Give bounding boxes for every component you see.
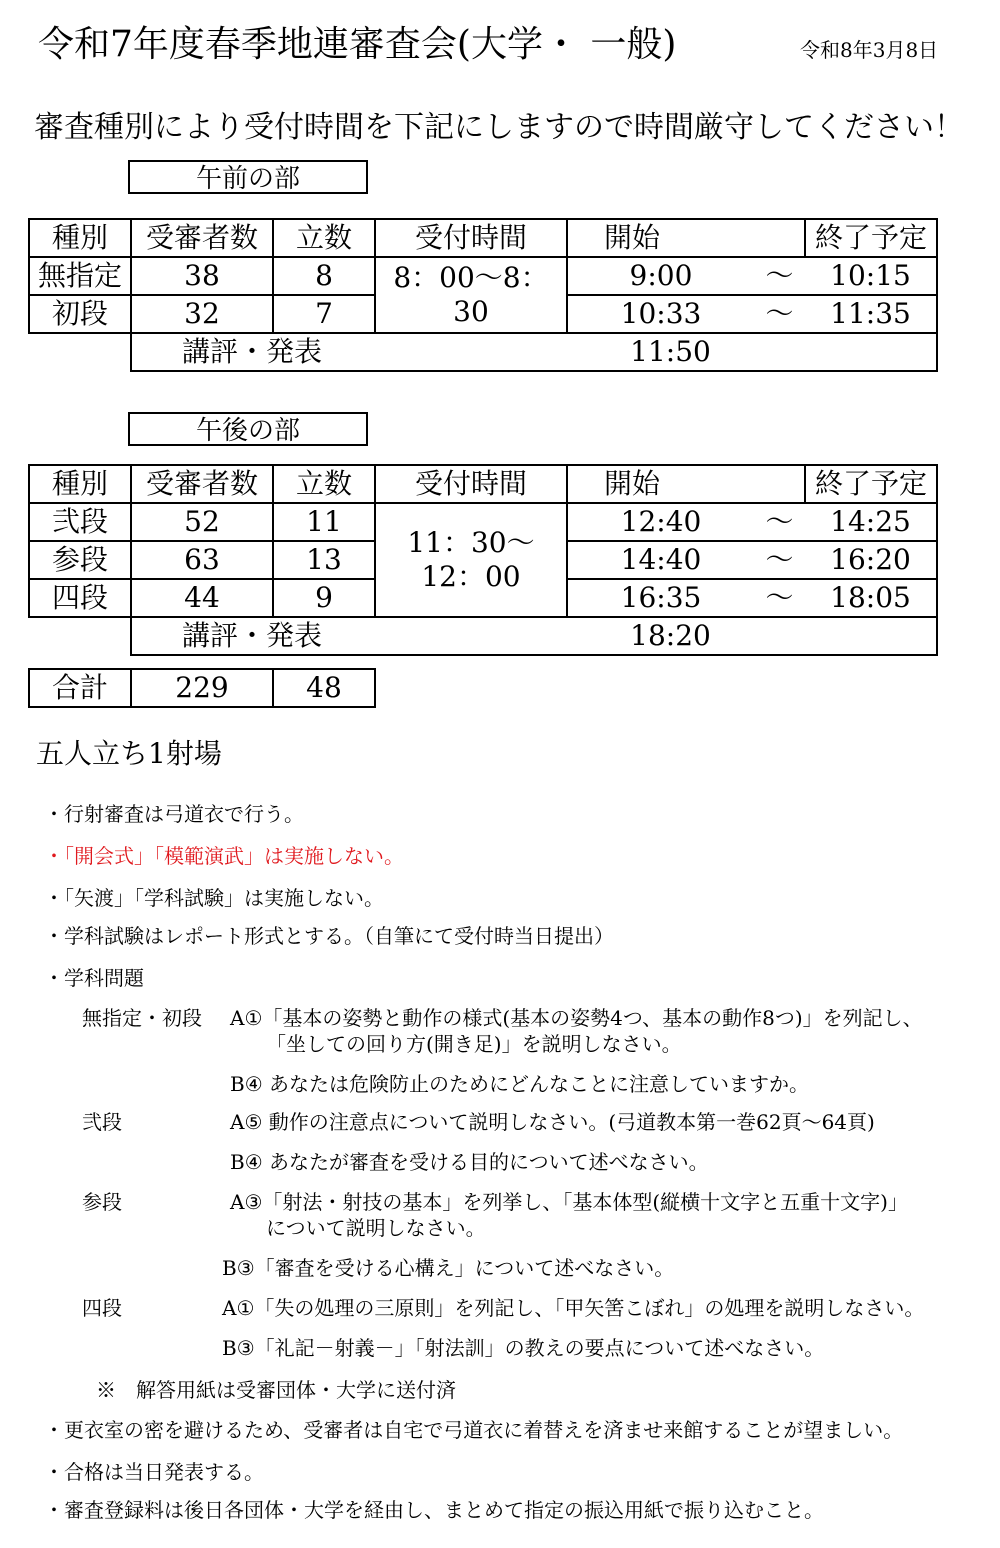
note-5: ・学科問題 (44, 966, 144, 990)
row-tilde: ～ (754, 295, 805, 333)
header-reception: 受付時間 (375, 465, 567, 503)
header-blank (754, 219, 805, 257)
row-type: 四段 (29, 579, 131, 617)
header-tachi: 立数 (273, 219, 375, 257)
row-count: 44 (131, 579, 273, 617)
review-blank3 (805, 617, 937, 655)
header-type: 種別 (29, 219, 131, 257)
header-count: 受審者数 (131, 219, 273, 257)
header-end: 終了予定 (805, 219, 937, 257)
header-count: 受審者数 (131, 465, 273, 503)
table-header-row (29, 465, 937, 503)
note-3: ・「矢渡」「学科試験」は実施しない。 (44, 886, 384, 910)
am-section-label: 午前の部 (128, 160, 368, 194)
review-blank3 (805, 333, 937, 371)
row-end: 14:25 (805, 503, 937, 541)
note-4: ・学科試験はレポート形式とする。（自筆にて受付時当日提出） (44, 924, 614, 948)
question-g2-a: A⑤ 動作の注意点について説明しなさい。(弓道教本第一巻62頁～64頁) (230, 1110, 875, 1134)
page-title: 令和7年度春季地連審査会(大学・ 一般) (38, 24, 677, 65)
row-end: 11:35 (805, 295, 937, 333)
question-g1-b: B④ あなたは危険防止のためにどんなことに注意していますか。 (230, 1072, 809, 1096)
row-type: 弐段 (29, 503, 131, 541)
header-blank (754, 465, 805, 503)
review-blank (29, 333, 131, 371)
row-type: 初段 (29, 295, 131, 333)
row-count: 32 (131, 295, 273, 333)
group-label-1: 無指定・初段 (82, 1006, 202, 1030)
row-tilde: ～ (754, 541, 805, 579)
row-reception: 11：30～12：00 (375, 503, 567, 617)
total-table (28, 668, 376, 708)
note-7: ・合格は当日発表する。 (44, 1460, 264, 1484)
header-reception: 受付時間 (375, 219, 567, 257)
row-start: 14:40 (567, 541, 754, 579)
question-g3-a2: について説明しなさい。 (266, 1216, 486, 1240)
row-tachi: 11 (273, 503, 375, 541)
question-g3-b: B③「審査を受ける心構え」について述べなさい。 (222, 1256, 675, 1280)
row-start: 9:00 (567, 257, 754, 295)
note-6: ・更衣室の密を避けるため、受審者は自宅で弓道衣に着替えを済ませ来館することが望ましい。 (44, 1418, 904, 1442)
header-type: 種別 (29, 465, 131, 503)
row-count: 38 (131, 257, 273, 295)
header-tachi: 立数 (273, 465, 375, 503)
row-end: 18:05 (805, 579, 937, 617)
row-count: 52 (131, 503, 273, 541)
table-header-row (29, 219, 937, 257)
row-type: 参段 (29, 541, 131, 579)
review-label: 講評・発表 (131, 333, 567, 371)
row-reception: 8：00～8：30 (375, 257, 567, 333)
review-blank (29, 617, 131, 655)
review-row (29, 333, 937, 371)
question-g1-a1: A①「基本の姿勢と動作の様式(基本の姿勢4つ、基本の動作8つ)」を列記し、 (230, 1006, 923, 1030)
review-label: 講評・発表 (131, 617, 567, 655)
shooting-range-note: 五人立ち1射場 (36, 737, 222, 770)
question-g3-a1: A③「射法・射技の基本」を列挙し、「基本体型(縦横十文字と五重十文字)」 (230, 1190, 908, 1214)
row-tilde: ～ (754, 579, 805, 617)
review-time: 18:20 (567, 617, 754, 655)
total-row (29, 669, 375, 707)
row-end: 16:20 (805, 541, 937, 579)
row-start: 10:33 (567, 295, 754, 333)
group-label-4: 四段 (82, 1296, 122, 1320)
group-label-2: 弐段 (82, 1110, 122, 1134)
row-type: 無指定 (29, 257, 131, 295)
answer-sheet-note: ※ 解答用紙は受審団体・大学に送付済 (96, 1378, 456, 1402)
total-tachi: 48 (273, 669, 375, 707)
table-row (29, 503, 937, 541)
row-count: 63 (131, 541, 273, 579)
row-tachi: 13 (273, 541, 375, 579)
issue-date: 令和8年3月8日 (800, 38, 939, 62)
header-start: 開始 (567, 219, 754, 257)
row-start: 12:40 (567, 503, 754, 541)
am-schedule-table (28, 218, 938, 372)
pm-section-label: 午後の部 (128, 412, 368, 446)
header-end: 終了予定 (805, 465, 937, 503)
row-end: 10:15 (805, 257, 937, 295)
question-g4-a: A①「失の処理の三原則」を列記し、「甲矢筈こぼれ」の処理を説明しなさい。 (222, 1296, 925, 1320)
row-tachi: 7 (273, 295, 375, 333)
row-start: 16:35 (567, 579, 754, 617)
row-tilde: ～ (754, 503, 805, 541)
review-blank2 (754, 333, 805, 371)
total-label: 合計 (29, 669, 131, 707)
question-g4-b: B③「礼記－射義－」「射法訓」の教えの要点について述べなさい。 (222, 1336, 825, 1360)
pm-schedule-table (28, 464, 938, 656)
subtitle: 審査種別により受付時間を下記にしますので時間厳守してください！ (34, 110, 964, 145)
table-row (29, 257, 937, 295)
row-tilde: ～ (754, 257, 805, 295)
note-1: ・行射審査は弓道衣で行う。 (44, 802, 304, 826)
review-blank2 (754, 617, 805, 655)
total-count: 229 (131, 669, 273, 707)
note-2: ・「開会式」「模範演武」は実施しない。 (44, 844, 404, 868)
row-tachi: 8 (273, 257, 375, 295)
review-time: 11:50 (567, 333, 754, 371)
review-row (29, 617, 937, 655)
question-g2-b: B④ あなたが審査を受ける目的について述べなさい。 (230, 1150, 709, 1174)
row-tachi: 9 (273, 579, 375, 617)
note-8: ・審査登録料は後日各団体・大学を経由し、まとめて指定の振込用紙で振り込むこと。 (44, 1498, 824, 1522)
question-g1-a2: 「坐しての回り方(開き足)」を説明しなさい。 (266, 1032, 682, 1056)
header-start: 開始 (567, 465, 754, 503)
group-label-3: 参段 (82, 1190, 122, 1214)
